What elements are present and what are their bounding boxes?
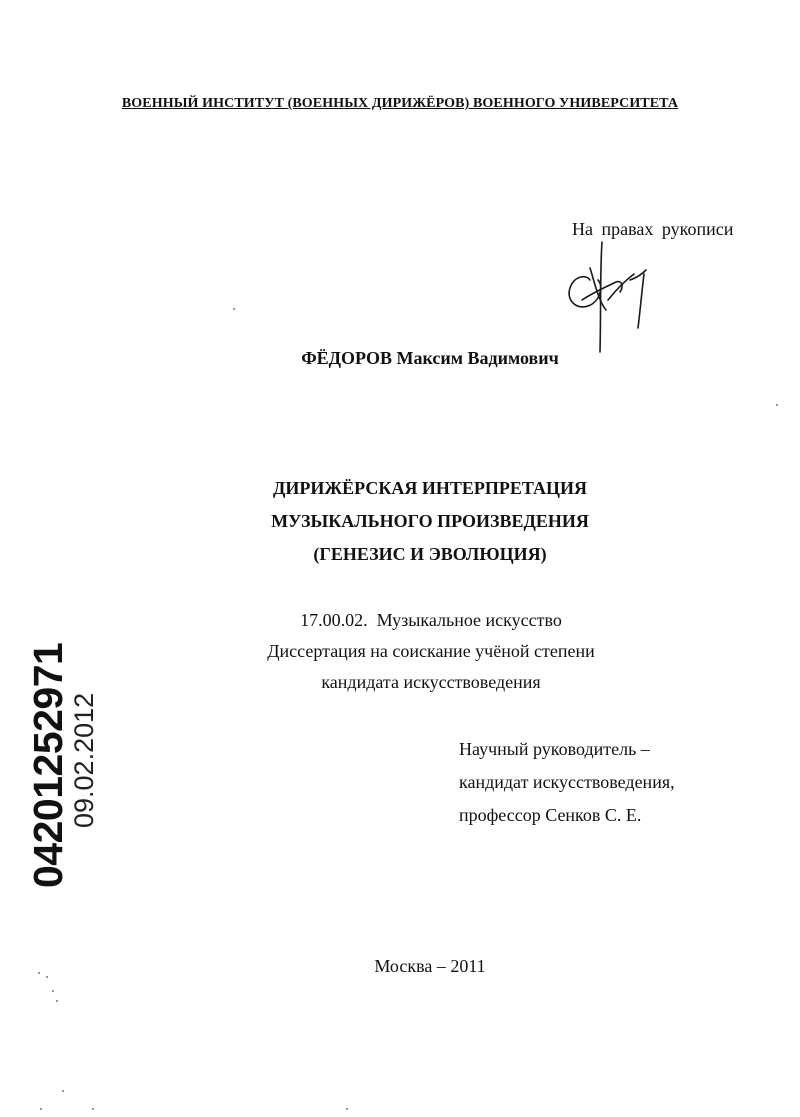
degree-line: Диссертация на соискание учёной степени [267,641,595,661]
degree-line: кандидата искусствоведения [321,672,541,692]
scan-speck [46,976,48,978]
specialty-code: 17.00.02. Музыкальное искусство [300,610,562,630]
signature-icon [560,240,660,355]
scan-speck [62,1090,64,1092]
scan-speck [233,308,235,310]
thesis-title [0,472,800,571]
stamp-number: 04201252971 [25,642,71,888]
scan-speck [92,1108,94,1110]
city-year: Москва – 2011 [374,956,486,976]
advisor-name: профессор Сенков С. Е. [459,805,642,825]
scan-speck [346,1108,348,1110]
advisor-degree: кандидат искусствоведения, [459,772,675,792]
thesis-specialty-block [0,605,800,698]
title-line: ДИРИЖЁРСКАЯ ИНТЕРПРЕТАЦИЯ [272,478,588,498]
library-stamp [22,642,104,888]
scan-speck [56,1000,58,1002]
scan-speck [52,990,54,992]
scan-speck [776,404,778,406]
author-name: ФЁДОРОВ Максим Вадимович [301,348,559,368]
stamp-date: 09.02.2012 [69,692,99,828]
institute-heading: ВОЕННЫЙ ИНСТИТУТ (ВОЕННЫХ ДИРИЖЁРОВ) ВОЕННОГО УНИВЕРСИТЕТА [121,96,679,111]
advisor-role: Научный руководитель – [459,739,650,759]
title-line: (ГЕНЕЗИС И ЭВОЛЮЦИЯ) [313,544,547,564]
advisor-block [459,733,675,832]
title-line: МУЗЫКАЛЬНОГО ПРОИЗВЕДЕНИЯ [271,511,589,531]
scan-speck [38,972,40,974]
scan-speck [40,1108,42,1110]
rights-note: На правах рукописи [572,219,734,239]
